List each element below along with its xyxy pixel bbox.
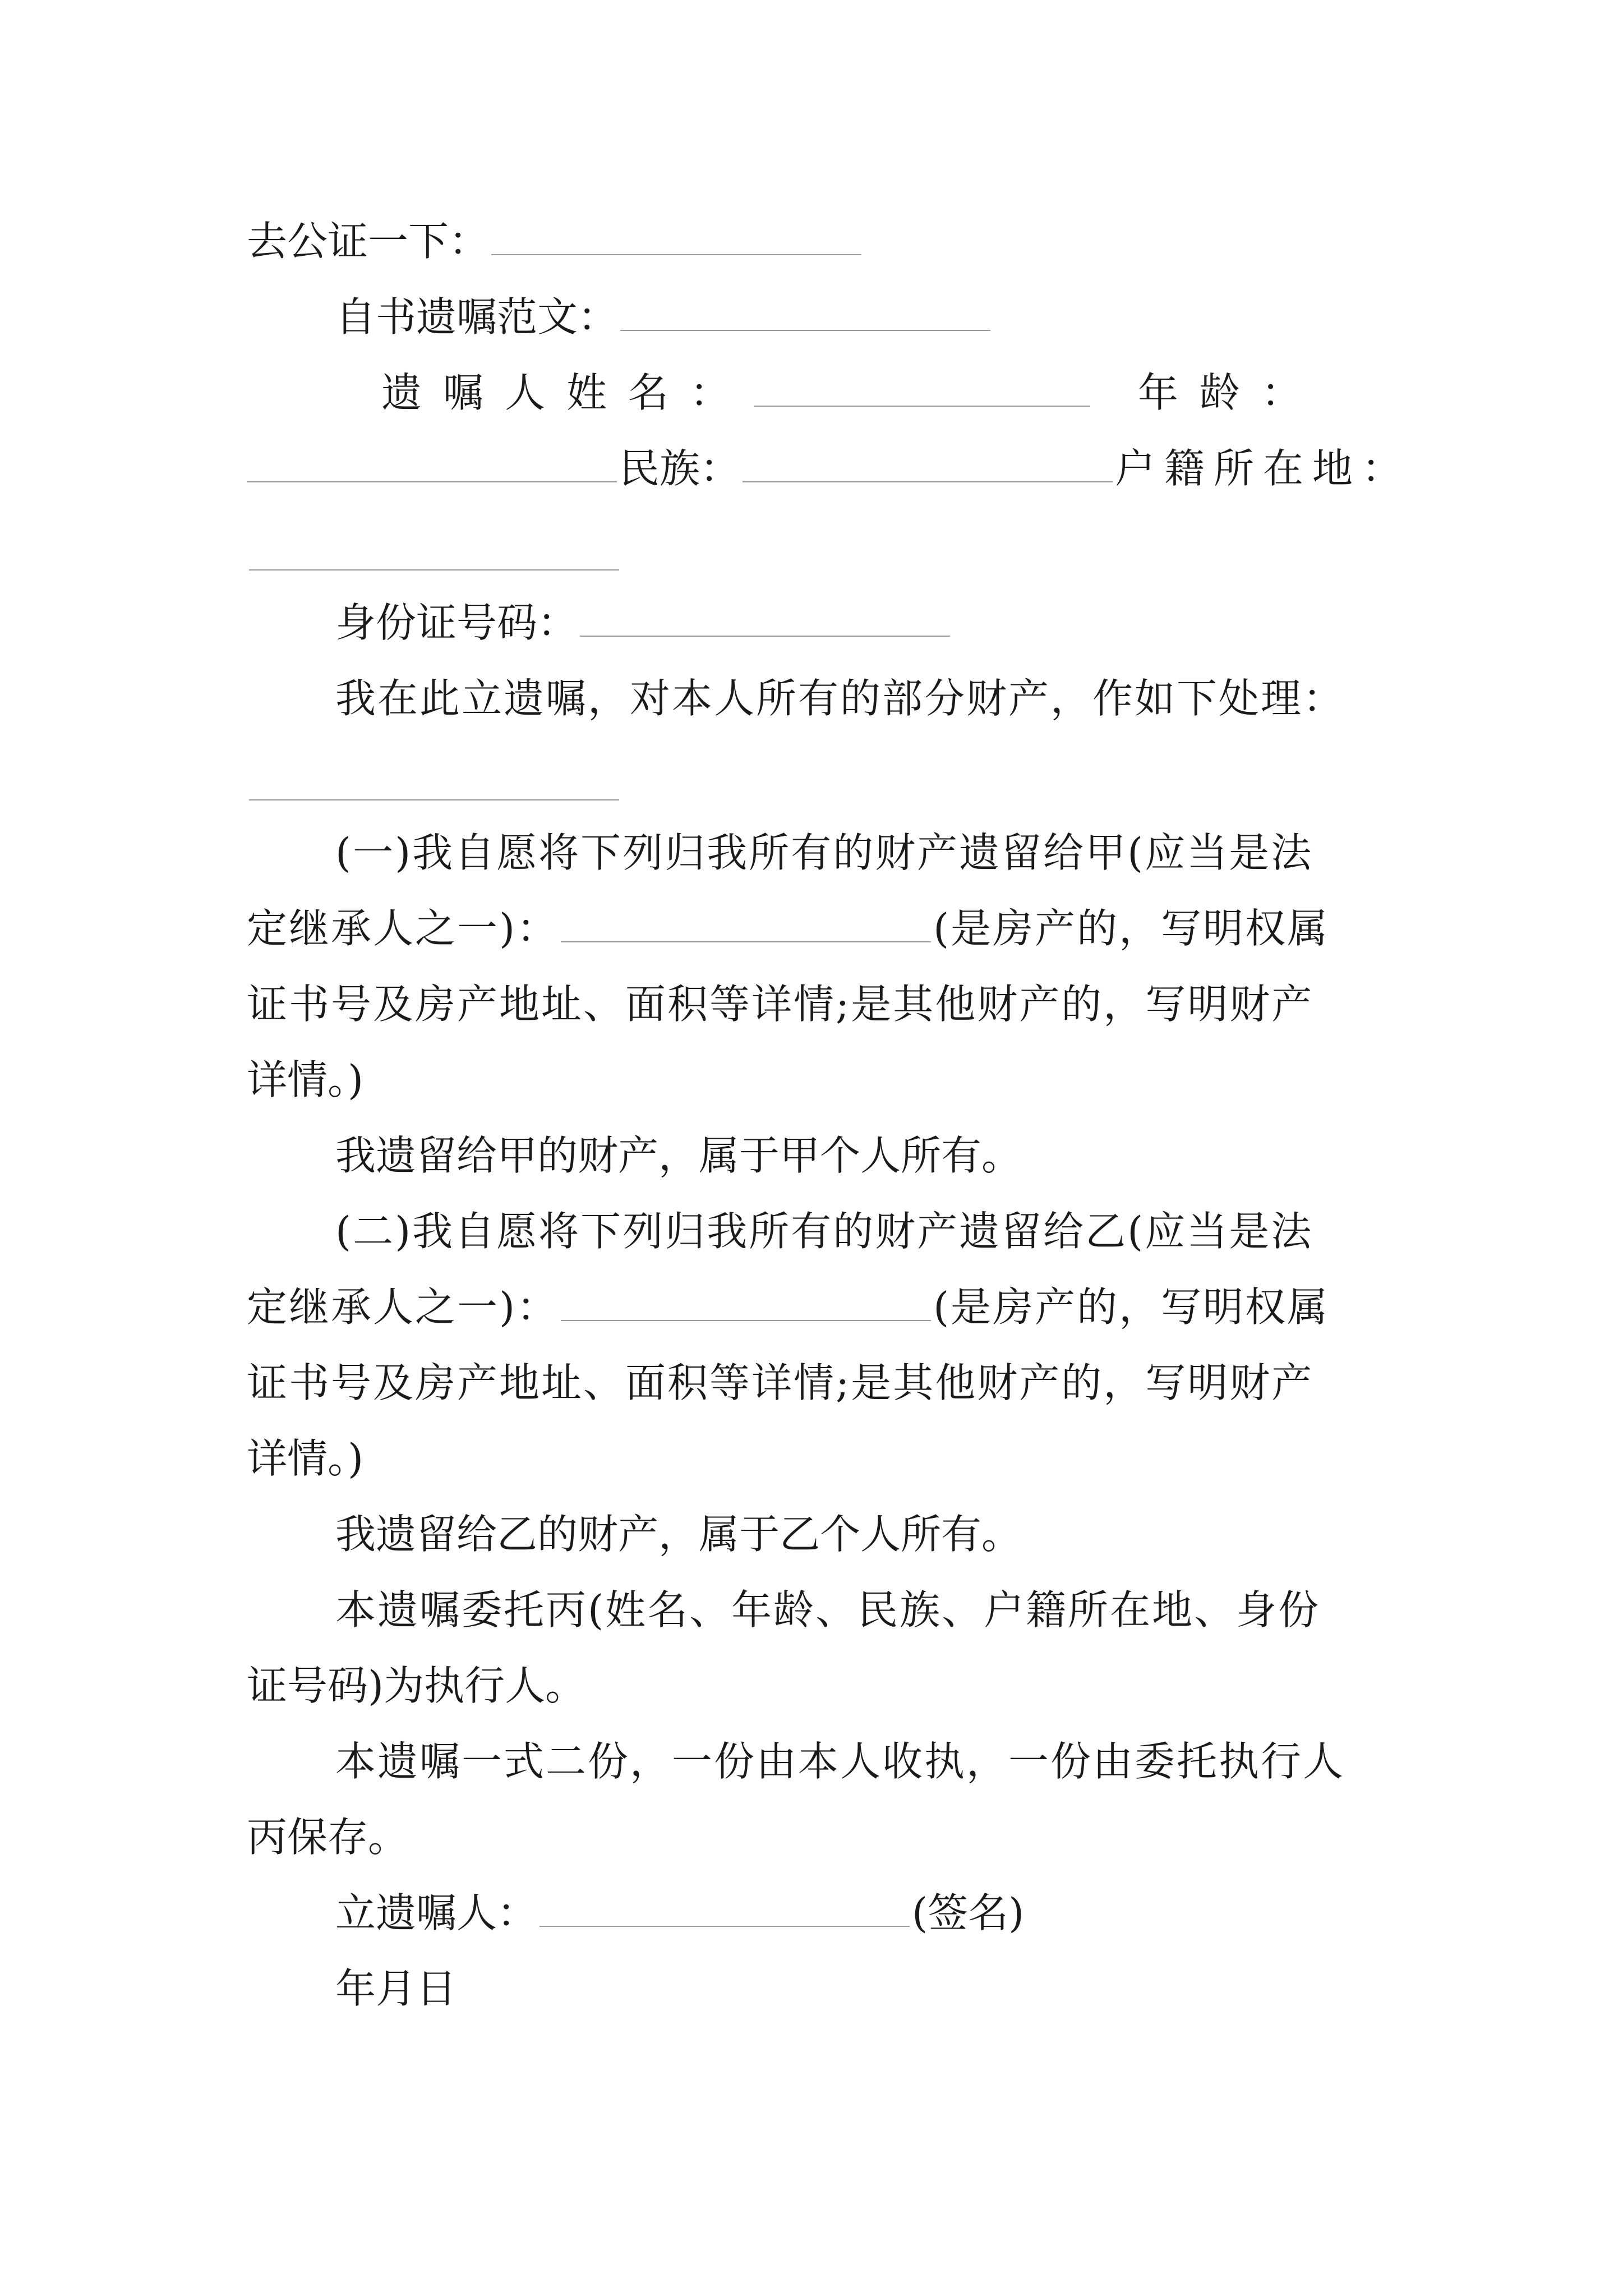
copies-line-2 bbox=[247, 1809, 408, 1865]
p1-line-3 bbox=[247, 976, 1313, 1032]
doc-line-notarize bbox=[247, 213, 864, 269]
p2-after bbox=[335, 1506, 1022, 1562]
p1-line-1 bbox=[335, 825, 1313, 881]
p1-text-2a: 定继承人之一)： bbox=[247, 905, 559, 952]
exec-line-2 bbox=[247, 1658, 585, 1714]
blank-testator-name[interactable] bbox=[754, 406, 1090, 407]
exec-line-1 bbox=[335, 1582, 1320, 1638]
p2-line-4 bbox=[247, 1430, 363, 1487]
label-date: 年月日 bbox=[335, 1965, 457, 2012]
label-ethnicity: 民族： bbox=[619, 445, 741, 492]
p2-text-3: 证书号及房产地址、面积等详情;是其他财产的，写明财产 bbox=[247, 1359, 1314, 1406]
p2-text-2a: 定继承人之一)： bbox=[247, 1283, 559, 1331]
blank-age[interactable] bbox=[247, 481, 617, 482]
doc-line-declaration bbox=[335, 670, 1345, 726]
blank-signature[interactable] bbox=[540, 1926, 910, 1927]
exec-text-2: 证号码)为执行人。 bbox=[247, 1662, 586, 1709]
p2-line-1 bbox=[335, 1203, 1313, 1259]
label-domicile: 户籍所在地： bbox=[1115, 445, 1412, 492]
copies-line-1 bbox=[335, 1733, 1345, 1789]
exec-text-1: 本遗嘱委托丙(姓名、年龄、民族、户籍所在地、身份 bbox=[335, 1586, 1321, 1634]
label-signatory: 立遗嘱人： bbox=[335, 1889, 538, 1936]
copies-text-2: 丙保存。 bbox=[247, 1814, 409, 1861]
p1-text-1: (一)我自愿将下列归我所有的财产遗留给甲(应当是法 bbox=[335, 829, 1313, 876]
p2-line-3 bbox=[247, 1355, 1313, 1411]
p1-line-4 bbox=[247, 1052, 363, 1108]
blank-sample[interactable] bbox=[620, 330, 990, 331]
doc-line-id bbox=[335, 595, 952, 651]
p2-after-text: 我遗留给乙的财产，属于乙个人所有。 bbox=[335, 1511, 1022, 1558]
label-notarize: 去公证一下： bbox=[247, 218, 490, 265]
p1-text-4: 详情。) bbox=[247, 1056, 364, 1103]
signature-line bbox=[335, 1885, 1024, 1941]
doc-line-sample bbox=[335, 289, 993, 345]
label-signature-note: (签名) bbox=[912, 1889, 1025, 1936]
blank-declaration[interactable] bbox=[249, 799, 619, 800]
label-id-number: 身份证号码： bbox=[335, 599, 578, 646]
doc-line-ethnicity-domicile bbox=[247, 440, 1411, 496]
date-line bbox=[335, 1961, 457, 2017]
p2-line-2 bbox=[247, 1279, 1329, 1335]
p1-text-2b: (是房产的，写明权属 bbox=[933, 905, 1330, 952]
label-sample: 自书遗嘱范文： bbox=[335, 293, 619, 341]
blank-heir-a-property[interactable] bbox=[561, 941, 931, 942]
blank-heir-b-property[interactable] bbox=[561, 1320, 931, 1321]
doc-line-name-age bbox=[381, 365, 1323, 421]
blank-notarize[interactable] bbox=[491, 254, 861, 255]
p1-after bbox=[335, 1128, 1022, 1184]
blank-id-number[interactable] bbox=[580, 636, 950, 637]
p1-text-3: 证书号及房产地址、面积等详情;是其他财产的，写明财产 bbox=[247, 981, 1314, 1028]
text-declaration: 我在此立遗嘱，对本人所有的部分财产，作如下处理： bbox=[335, 675, 1345, 722]
p1-line-2 bbox=[247, 900, 1329, 956]
label-age: 年龄： bbox=[1137, 369, 1323, 416]
p2-text-2b: (是房产的，写明权属 bbox=[933, 1283, 1330, 1331]
p2-text-1: (二)我自愿将下列归我所有的财产遗留给乙(应当是法 bbox=[335, 1208, 1313, 1255]
copies-text-1: 本遗嘱一式二份，一份由本人收执，一份由委托执行人 bbox=[335, 1738, 1345, 1785]
label-testator-name: 遗嘱人姓名： bbox=[381, 369, 752, 416]
blank-ethnicity[interactable] bbox=[743, 481, 1113, 482]
blank-domicile[interactable] bbox=[249, 569, 619, 570]
p2-text-4: 详情。) bbox=[247, 1435, 364, 1482]
p1-after-text: 我遗留给甲的财产，属于甲个人所有。 bbox=[335, 1132, 1022, 1179]
